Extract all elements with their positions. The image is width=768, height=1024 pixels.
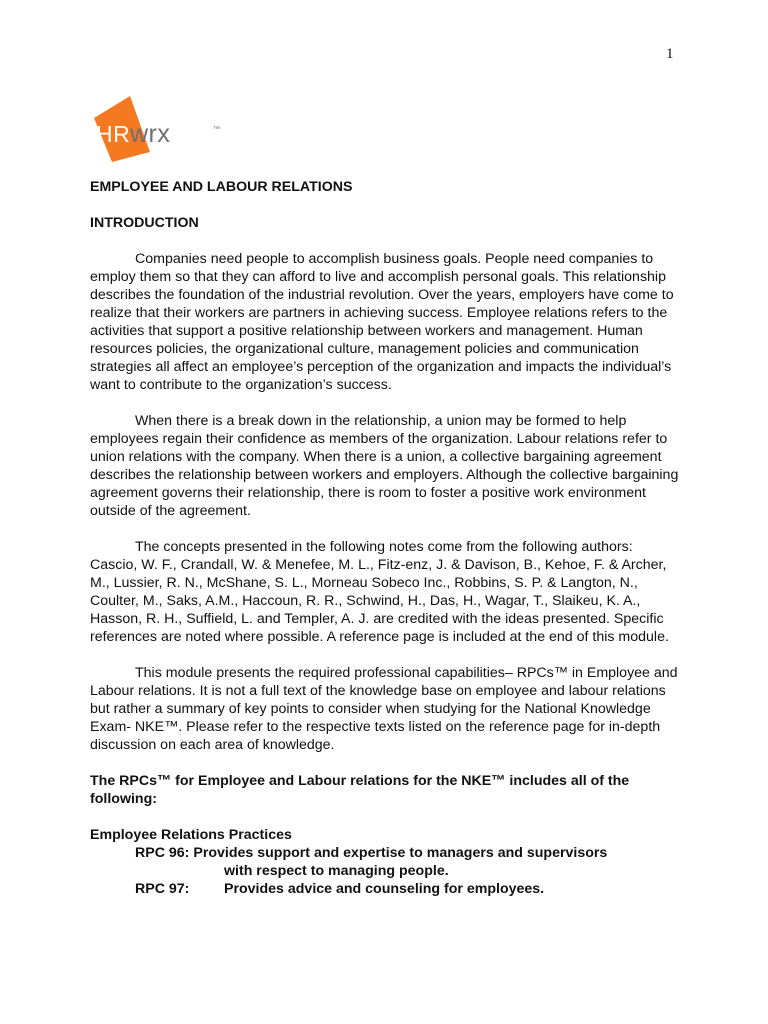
- rpc-list: [90, 844, 680, 898]
- paragraph-2: When there is a break down in the relationship, a union may be formed to help employees regain their confidence as members of the organization. Labour relations refer to union relations with the company. When there is a union, a collective bargaining agreement describes the relationship between workers and employers. Although the collective bargaining agreement governs their relationship, there is room to foster a positive work environment outside of the agreement.: [90, 413, 679, 519]
- logo-trademark: ™: [213, 126, 220, 133]
- section-heading-introduction: INTRODUCTION: [90, 215, 199, 231]
- hrwrx-logo: [92, 94, 232, 164]
- employee-relations-title: Employee Relations Practices: [90, 827, 292, 843]
- rpcs-heading: The RPCs™ for Employee and Labour relations for the NKE™ includes all of the following:: [90, 773, 630, 807]
- rpc-97-text: Provides advice and counseling for employees.: [224, 881, 545, 897]
- rpc-97-item: [90, 880, 680, 898]
- rpc-97-code: RPC 97:: [135, 881, 190, 897]
- logo-text-wrx: wrx: [130, 120, 171, 148]
- paragraph-4: This module presents the required professional capabilities– RPCs™ in Employee and Labour relations. It is not a full text of the knowledge base on employee and labour relations but rather a summary of key points to consider when studying for the National Knowledge Exam- NKE™. Please refer to the respective texts listed on the reference page for in-depth discussion on each area of knowledge.: [90, 665, 678, 753]
- paragraph-1: Companies need people to accomplish business goals. People need companies to employ them so that they can afford to live and accomplish personal goals. This relationship describes the foundation of the industrial revolution. Over the years, employers have come to realize that their workers are partners in achieving success. Employee relations refers to the activities that support a positive relationship between workers and management. Human resources policies, the organizational culture, management policies and communication strategies all affect an employee’s perception of the organization and impacts the individual’s want to contribute to the organization’s success.: [90, 251, 674, 393]
- rpc-96-text: Provides support and expertise to managers and supervisors: [193, 845, 608, 861]
- page-number: 1: [666, 46, 674, 62]
- rpc-96-code: RPC 96:: [135, 845, 190, 861]
- logo-text-hr: HR: [96, 121, 131, 147]
- paragraph-3: The concepts presented in the following notes come from the following authors: Cascio, W. F., Crandall, W. & Menefee, M. L., Fitz-enz, J. & Davison, B., Kehoe, F. & Archer, M., Lussier, R. N., McShane, S. L., Morneau Sobeco Inc., Robbins, S. P. & Langton, N., Coulter, M., Saks, A.M., Haccoun, R. R., Schwind, H., Das, H., Wagar, T., Slaikeu, K. A., Hasson, R. H., Suffield, L. and Templer, A. J. are credited with the ideas presented. Specific references are noted where possible. A reference page is included at the end of this module.: [90, 539, 669, 645]
- rpc-96-item: [90, 844, 680, 862]
- document-title: EMPLOYEE AND LABOUR RELATIONS: [90, 179, 353, 195]
- rpc-96-continuation: with respect to managing people.: [224, 863, 449, 879]
- document-body: [90, 178, 680, 898]
